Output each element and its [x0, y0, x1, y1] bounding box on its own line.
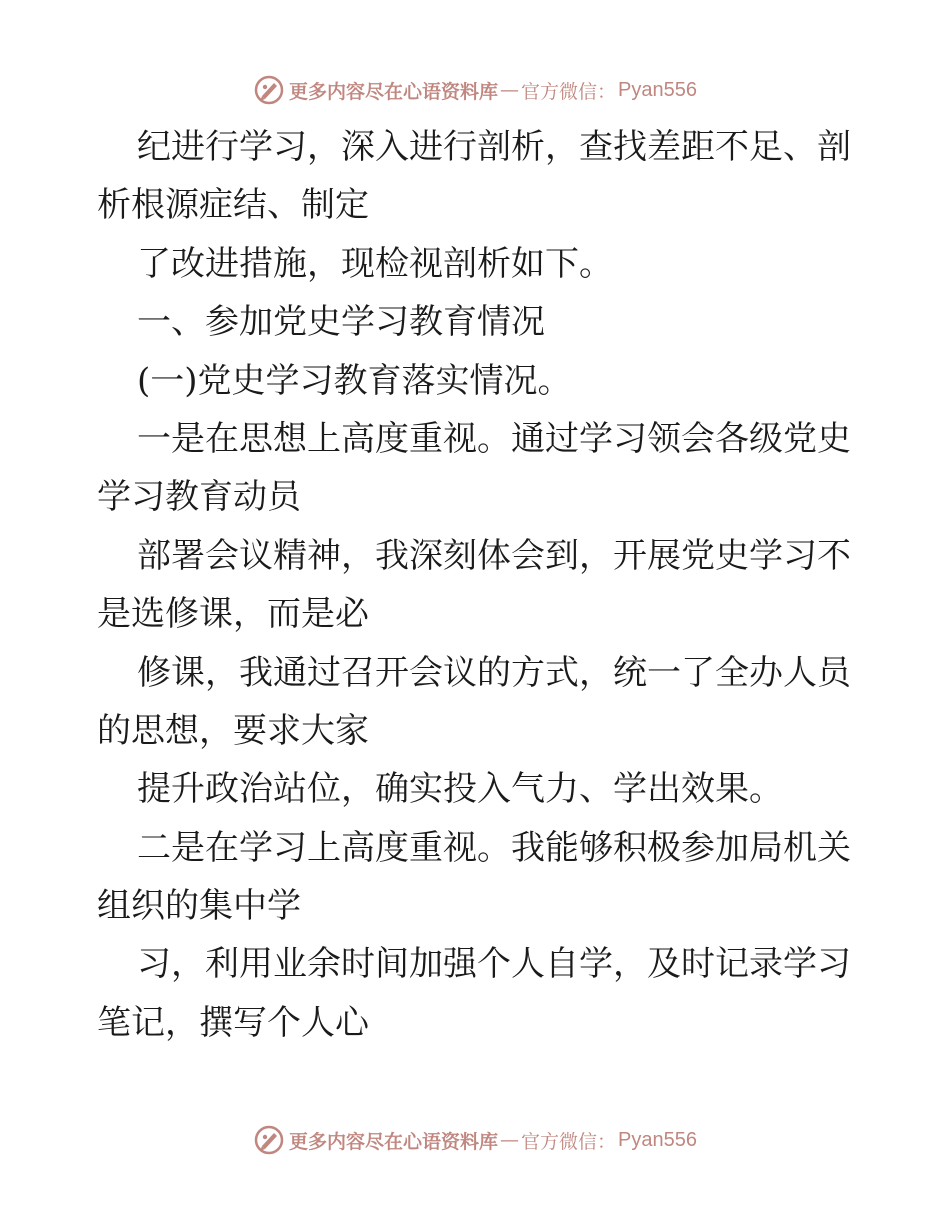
body-line: 了改进措施，现检视剖析如下。	[137, 243, 613, 284]
footer-site-text: 更多内容尽在心语资料库	[289, 1130, 499, 1153]
body-line: 笔记，撰写个人心	[97, 1002, 369, 1043]
section-heading: 一、参加党史学习教育情况	[137, 302, 545, 343]
body-line: 析根源症结、制定	[97, 185, 369, 226]
header-wechat-label: 官方微信：	[521, 80, 617, 103]
document-body	[97, 118, 857, 1052]
body-line: 是选修课，而是必	[97, 594, 369, 635]
body-line: 组织的集中学	[97, 886, 301, 927]
body-line: 提升政治站位，确实投入气力、学出效果。	[137, 769, 783, 810]
body-line: 学习教育动员	[97, 477, 301, 518]
footer-wechat-id: Pyan556	[618, 1128, 697, 1151]
body-line: 一是在思想上高度重视。通过学习领会各级党史	[137, 418, 851, 459]
body-line: 部署会议精神，我深刻体会到，开展党史学习不	[137, 535, 851, 576]
subsection-heading: (一)党史学习教育落实情况。	[137, 360, 572, 401]
header-wechat-id: Pyan556	[618, 78, 697, 101]
body-line: 习，利用业余时间加强个人自学，及时记录学习	[137, 944, 851, 985]
header-site-text: 更多内容尽在心语资料库	[289, 80, 499, 103]
pen-logo-icon	[253, 74, 285, 106]
footer-dash: —	[500, 1129, 520, 1151]
body-line: 的思想，要求大家	[97, 710, 369, 751]
body-line: 二是在学习上高度重视。我能够积极参加局机关	[137, 827, 851, 868]
body-line: 纪进行学习，深入进行剖析，查找差距不足、剖	[137, 127, 851, 167]
body-line: 修课，我通过召开会议的方式，统一了全办人员	[137, 652, 851, 693]
footer-wechat-label: 官方微信：	[521, 1130, 617, 1153]
header-watermark	[0, 70, 950, 110]
header-dash: —	[500, 79, 520, 101]
pen-logo-icon	[253, 1124, 285, 1156]
footer-watermark	[0, 1120, 950, 1160]
